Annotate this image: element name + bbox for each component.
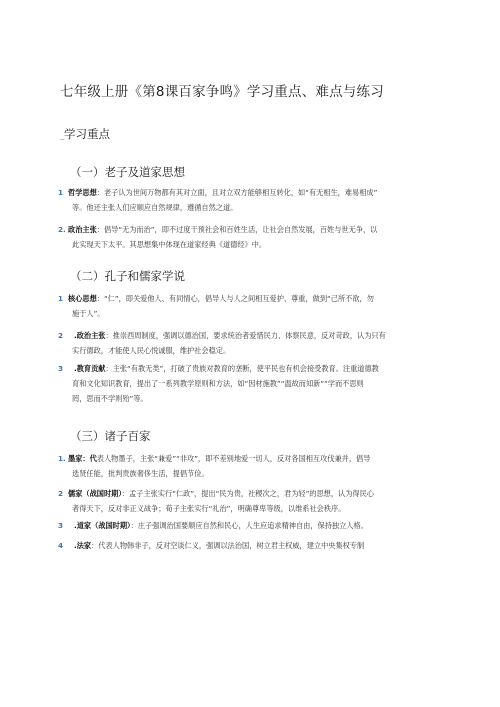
subsection-heading: （三）诸子百家 [70,429,151,443]
item-text: ：代表人物韩非子，反对空谈仁义，强调以法治国，树立君主权威，建立中央集权专制 [91,541,365,550]
item-text: ：庄子强调治国要顺应自然和民心，人生应追求精神自由，保持独立人格。 [130,521,368,530]
item-number: 1 [58,188,64,197]
list-item [58,538,438,553]
item-keyword: 核心思想 [68,294,97,303]
document-title: 七年级上册《第8课百家争鸣》学习重点、难点与练习 [60,84,384,100]
item-text-continued: 者得天下，反对非正义战争；荀子主张实行“礼治”，明确尊卑等级，以维系社会秩序。 [72,504,346,513]
list-item [58,291,438,321]
item-text-continued: 等。他还主张人们应顺应自然规律，遵循自然之道。 [72,203,238,212]
item-text: ：倡导“无为而治”，即不过度干预社会和百姓生活，让社会自然发展，百姓与世无争，以 [96,225,378,234]
item-text-continued: 实行德政，才能使人民心悦诚服，维护社会稳定。 [72,346,231,355]
list-item [58,518,438,533]
list-item [58,222,438,252]
subsection-heading: （一）老子及道家思想 [70,165,185,179]
item-text-continued: 选贤任能，批判贵族奢侈生活，提倡节俭。 [72,469,209,478]
item-text-continued: 施于人”。 [72,309,105,318]
list-item [58,451,438,481]
item-number: 3 [58,364,64,373]
section-heading-label: 学习重点 [64,127,110,141]
item-keyword: .政治主张 [74,331,106,340]
item-text: ：孟子主张实行“仁政”，提出“民为贵，社稷次之，君为轻”的思想，认为得民心 [121,489,374,498]
item-keyword: .教育贡献 [74,364,106,373]
item-number: 3 [58,521,64,530]
item-keyword: 政治主张 [68,225,97,234]
item-number: 2. [58,225,66,234]
item-keyword: .道家（战国时期） [74,521,131,530]
heading-marker: _ [60,131,64,140]
item-text-continued: 罔，思而不学则殆”等。 [72,394,148,403]
item-keyword: 儒家（战国时期） [68,489,122,498]
list-item [58,185,438,215]
item-keyword: 墨家：代 [68,454,97,463]
item-number: 2 [58,489,64,498]
item-number: 4 [58,541,64,550]
item-text-continued: 育和文化知识教育，提出了一系列教学原则和方法，如“因材施教”“温故而知新”“学而不思则 [72,379,364,388]
list-item [58,328,438,358]
subsection-heading: （二）孔子和儒家学说 [70,269,185,283]
item-text: ：“仁”，即关爱他人、有同情心，倡导人与人之间相互爱护、尊重，做到“己所不欲，勿 [96,294,374,303]
item-text: ：推崇西周制度，强调以德治国，要求统治者爱惜民力、体察民意，反对苛政，认为只有 [105,331,386,340]
item-text: 表人物墨子，主张“兼爱”“非攻”，即不差别地爱一切人，反对各国相互攻伐兼并，倡导 [96,454,371,463]
item-number: 1 [58,294,64,303]
item-text-continued: 此实现天下太平。其思想集中体现在道家经典《道德经》中。 [72,240,267,249]
item-text: ：主张“有教无类”，打破了贵族对教育的垄断，使平民也有机会接受教育。注重道德教 [105,364,379,373]
item-number: 1. [58,454,66,463]
list-item [58,361,438,406]
section-heading [60,126,110,142]
item-keyword: 哲学思想 [68,188,97,197]
item-keyword: .法家 [74,541,92,550]
item-number: 2 [58,331,64,340]
list-item [58,486,438,516]
item-text: ：老子认为世间万物都有其对立面，且对立双方能够相互转化，如“有无相生，难易相成” [96,188,378,197]
